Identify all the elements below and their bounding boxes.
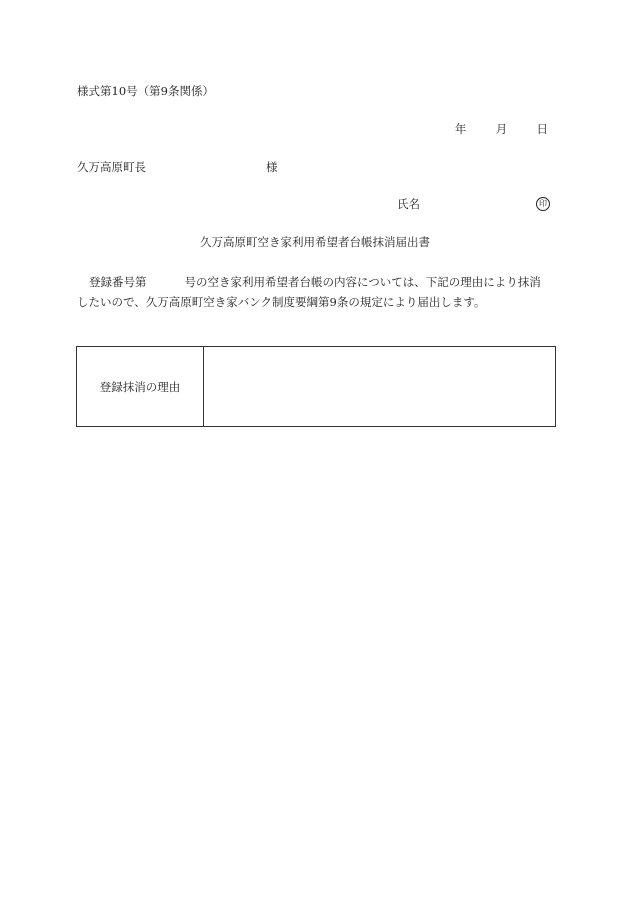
reason-label: 登録抹消の理由 <box>99 379 181 394</box>
applicant-name-label: 氏名 <box>397 197 420 211</box>
date-month-label: 月 <box>495 122 508 136</box>
form-number: 様式第10号（第9条関係） <box>77 84 214 98</box>
document-title: 久万高原町空き家利用希望者台帳抹消届出書 <box>200 235 430 249</box>
reason-table <box>76 346 556 427</box>
addressee-honorific: 様 <box>266 160 278 174</box>
date-year-label: 年 <box>454 122 467 136</box>
reason-label-cell <box>77 347 204 426</box>
date-day-label: 日 <box>536 122 548 136</box>
addressee-name: 久万高原町長 <box>77 160 146 174</box>
body-line-1 <box>77 272 551 292</box>
body-line-1-text: 号の空き家利用希望者台帳の内容については、下記の理由により抹消 <box>184 275 541 289</box>
seal-mark: 印 <box>536 197 550 211</box>
date-line <box>455 124 548 136</box>
document-body <box>77 272 551 312</box>
body-line-2: したいので、久万高原町空き家バンク制度要綱第9条の規定により届出します。 <box>77 295 486 309</box>
reason-value-cell[interactable] <box>204 347 555 426</box>
registration-number-prefix: 登録番号第 <box>89 275 147 289</box>
